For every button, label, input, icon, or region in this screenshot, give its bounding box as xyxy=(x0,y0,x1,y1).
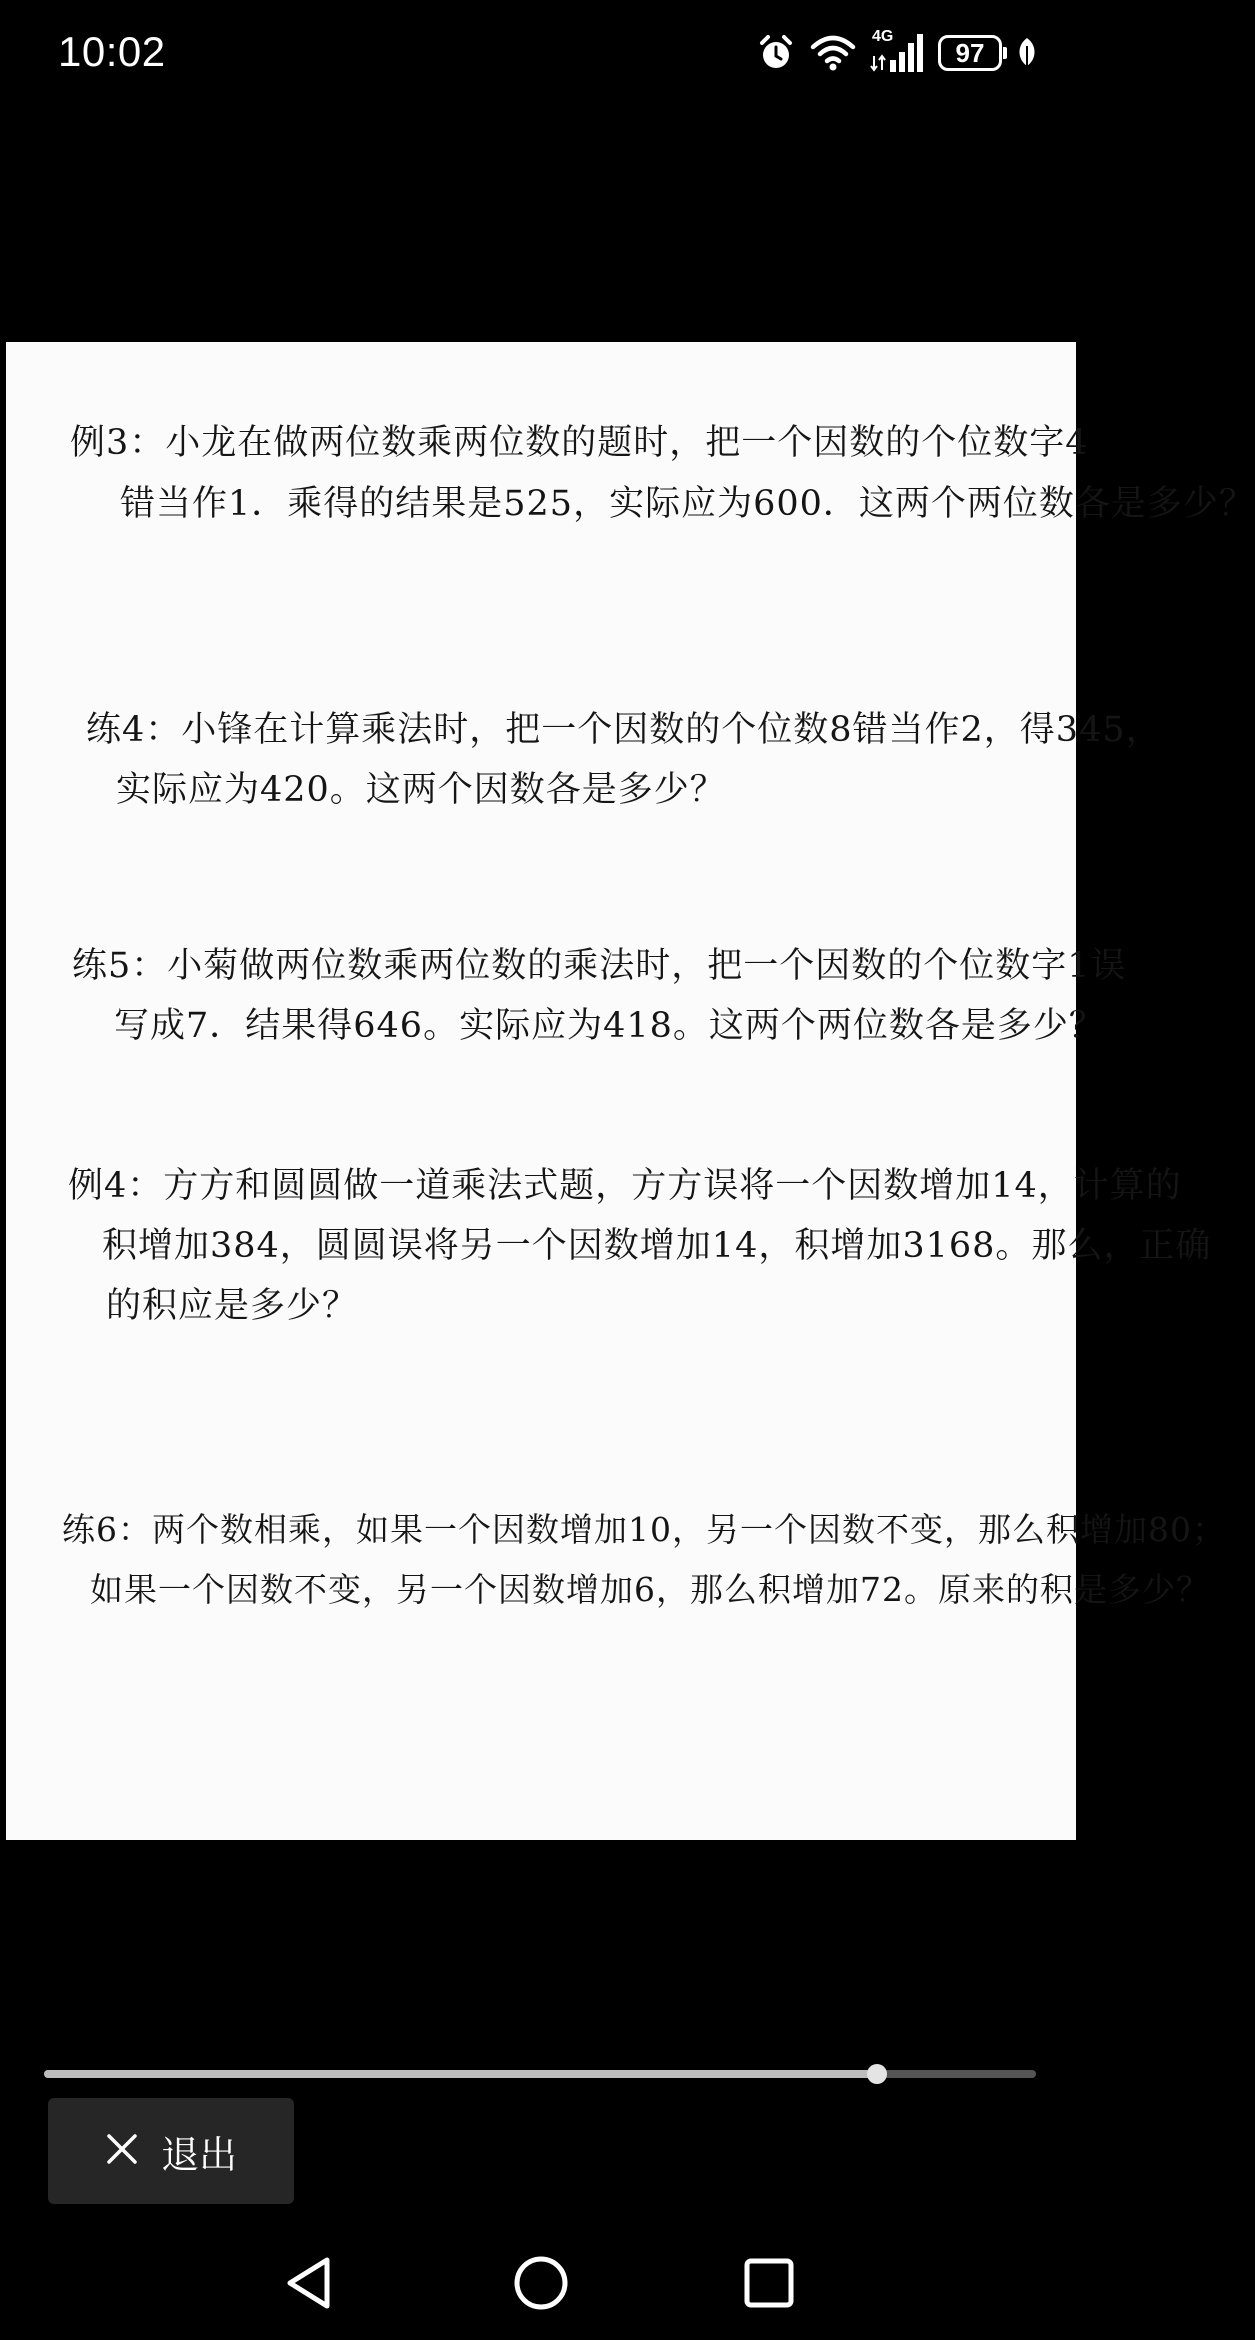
close-icon xyxy=(105,2132,139,2170)
navigation-bar xyxy=(0,2230,1080,2340)
doc-line: 写成7．结果得646。实际应为418。这两个两位数各是多少？ xyxy=(114,1006,1105,1046)
document-image xyxy=(6,342,1255,1840)
status-time: 10:02 xyxy=(58,28,166,75)
home-circle-icon xyxy=(512,2254,570,2316)
status-bar xyxy=(0,0,1080,110)
recents-button[interactable] xyxy=(734,2252,804,2318)
back-triangle-icon xyxy=(283,2255,335,2315)
progress-slider[interactable] xyxy=(44,2070,1036,2078)
doc-line: 例3：小龙在做两位数乘两位数的题时，把一个因数的个位数字4 xyxy=(70,423,1089,463)
alarm-icon xyxy=(756,33,796,73)
recents-square-icon xyxy=(742,2256,796,2314)
leaf-icon xyxy=(1016,36,1038,70)
doc-line: 练6：两个数相乘，如果一个因数增加10，另一个因数不变，那么积增加80； xyxy=(62,1510,1226,1549)
progress-fill xyxy=(44,2070,877,2078)
wifi-icon xyxy=(810,33,856,73)
doc-line: 错当作1．乘得的结果是525，实际应为600．这两个两位数各是多少？ xyxy=(120,484,1255,524)
network-type-label: 4G xyxy=(872,28,894,45)
doc-line: 积增加384，圆圆误将另一个因数增加14，积增加3168。那么，正确 xyxy=(102,1226,1212,1266)
exit-label: 退出 xyxy=(160,2132,237,2177)
doc-line: 的积应是多少？ xyxy=(106,1286,359,1326)
progress-thumb[interactable] xyxy=(867,2064,887,2084)
exit-button[interactable] xyxy=(48,2098,294,2204)
doc-line: 实际应为420。这两个因数各是多少？ xyxy=(116,770,726,810)
doc-line: 练4：小锋在计算乘法时，把一个因数的个位数8错当作2，得345， xyxy=(86,710,1162,750)
cellular-signal-icon xyxy=(870,30,924,76)
battery-level: 97 xyxy=(955,37,985,68)
back-button[interactable] xyxy=(274,2252,344,2318)
home-button[interactable] xyxy=(506,2252,576,2318)
doc-line: 练5：小菊做两位数乘两位数的乘法时，把一个因数的个位数字1误 xyxy=(72,946,1127,986)
doc-line: 如果一个因数不变，另一个因数增加6，那么积增加72。原来的积是多少？ xyxy=(90,1570,1210,1609)
battery-icon xyxy=(938,35,1002,71)
status-icons xyxy=(756,30,1038,76)
doc-line: 例4：方方和圆圆做一道乘法式题，方方误将一个因数增加14，计算的 xyxy=(68,1166,1182,1206)
